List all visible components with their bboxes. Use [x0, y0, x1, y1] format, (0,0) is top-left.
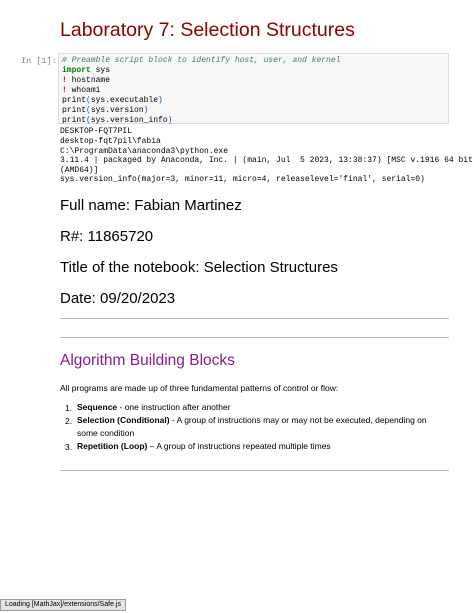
code-line — [62, 66, 110, 76]
code-paren: ) — [158, 96, 163, 105]
cell-prompt: In [1]: — [21, 56, 57, 66]
code-line — [62, 56, 340, 66]
code-line — [62, 76, 110, 86]
code-keyword: import — [62, 66, 91, 75]
code-function: print — [62, 116, 87, 125]
list-number: 1. — [65, 403, 73, 413]
list-term: Sequence — [77, 402, 118, 412]
code-function: print — [62, 96, 87, 105]
notebook-title: Laboratory 7: Selection Structures — [60, 19, 355, 41]
list-item-sequence — [77, 401, 447, 414]
list-number: 3. — [65, 442, 73, 452]
code-arg: sys.version_info — [90, 116, 168, 125]
code-bang: ! — [62, 86, 67, 95]
date-heading: Date: 09/20/2023 — [60, 290, 176, 307]
output-line: sys.version_info(major=3, minor=11, micro=4, releaselevel='final', serial=0) — [60, 175, 425, 184]
output-line: desktop-fqt7pil\fabia — [60, 137, 161, 146]
code-paren: ) — [143, 106, 149, 115]
output-line: C:\ProgramData\anaconda3\python.exe — [60, 147, 229, 156]
divider — [60, 337, 449, 338]
notebook-title-heading: Title of the notebook: Selection Structures — [60, 259, 338, 276]
list-number: 2. — [65, 416, 73, 426]
divider — [60, 470, 449, 471]
code-line — [62, 96, 163, 106]
code-line — [62, 86, 100, 96]
status-bar: Loading [MathJax]/extensions/Safe.js — [0, 599, 126, 611]
output-line: (AMD64)] — [60, 166, 99, 175]
list-desc: – A group of instructions repeated multiple times — [147, 441, 331, 451]
code-arg: sys.executable — [90, 96, 159, 105]
list-desc: - A group of instructions may or may not be executed, depending on some condition — [77, 415, 427, 438]
code-paren: ( — [86, 106, 91, 115]
list-item-repetition — [77, 440, 447, 453]
code-text: hostname — [66, 76, 111, 85]
code-text: whoami — [66, 86, 101, 95]
code-cell[interactable] — [58, 53, 449, 124]
list-term: Repetition (Loop) — [77, 441, 148, 451]
full-name-heading: Full name: Fabian Martinez — [60, 197, 242, 214]
list-desc: - one instruction after another — [117, 402, 231, 412]
r-number-heading: R#: 11865720 — [60, 228, 154, 245]
section-intro: All programs are made up of three fundamental patterns of control or flow: — [60, 383, 339, 393]
code-bang: ! — [62, 76, 67, 85]
list-item-selection — [77, 414, 447, 440]
output-line: 3.11.4 | packaged by Anaconda, Inc. | (main, Jul 5 2023, 13:38:37) [MSC v.1916 64 bit — [60, 156, 473, 165]
code-text: sys — [90, 66, 111, 75]
code-line — [62, 106, 148, 116]
output-line: DESKTOP-FQT7PIL — [60, 127, 133, 136]
code-comment: # Preamble script block to identify host, user, and kernel — [62, 56, 341, 65]
code-paren: ( — [86, 96, 91, 105]
code-arg: sys.version — [90, 106, 144, 115]
list-term: Selection (Conditional) — [77, 415, 170, 425]
code-function: print — [62, 106, 87, 115]
divider — [60, 318, 449, 319]
code-line — [62, 116, 172, 126]
section-heading: Algorithm Building Blocks — [60, 352, 235, 369]
code-paren: ( — [86, 116, 91, 125]
code-paren: ) — [167, 116, 173, 125]
